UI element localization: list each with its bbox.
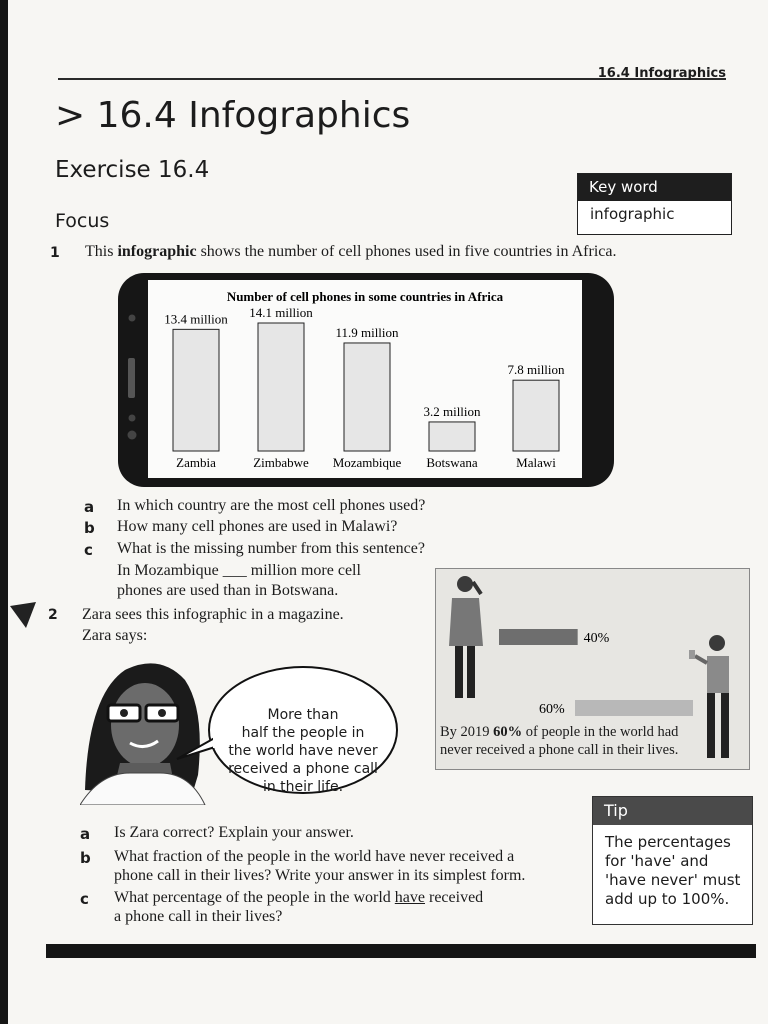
phone-dot-icon	[129, 315, 136, 322]
bar-category-label: Malawi	[516, 455, 556, 470]
q2-part-letter: b	[80, 849, 91, 867]
phone-side-button	[128, 358, 135, 398]
man-on-phone-figure	[449, 576, 483, 698]
speech-line: the world have never	[228, 743, 378, 759]
q1-part-text: How many cell phones are used in Malawi?	[117, 518, 398, 535]
question-1-number: 1	[50, 245, 60, 261]
bar-40-percent	[499, 629, 578, 645]
speech-line: in their life.	[262, 779, 344, 795]
bar-value-label: 7.8 million	[507, 362, 565, 378]
q1-part-text: In which country are the most cell phones used?	[117, 497, 426, 514]
footer-bar	[46, 944, 756, 958]
bar-category-label: Zimbabwe	[253, 455, 309, 470]
tip-body	[593, 825, 752, 909]
bar-botswana	[429, 422, 475, 451]
phone-dot-icon	[129, 415, 136, 422]
challenge-icon	[6, 598, 42, 634]
q1-text-before: This	[85, 243, 118, 260]
q1-text-bold: infographic	[117, 243, 197, 260]
q2-part-letter: a	[80, 825, 91, 843]
q1c-line-2: phones are used than in Botswana.	[117, 582, 339, 599]
tip-box	[592, 796, 753, 925]
question-2-line-1: Zara sees this infographic in a magazine.	[82, 606, 344, 623]
bar-40-label: 40%	[583, 631, 610, 646]
chart-title: Number of cell phones in some countries in Africa	[226, 289, 504, 304]
bar-malawi	[513, 380, 559, 451]
infographic-caption-line-2: never received a phone call in their lives.	[440, 742, 679, 758]
question-2-number: 2	[48, 607, 58, 623]
q2-part-text: a phone call in their lives?	[114, 908, 283, 925]
bar-value-label: 13.4 million	[164, 311, 228, 327]
q1-part-text: What is the missing number from this sentence?	[117, 540, 425, 557]
phone-camera-icon	[128, 431, 137, 440]
q1-part-letter: c	[84, 541, 93, 559]
key-word-box	[577, 173, 732, 235]
tip-line: The percentages	[605, 833, 731, 851]
bar-category-label: Mozambique	[332, 455, 402, 470]
speech-line: More than	[267, 707, 339, 723]
page-edge	[0, 0, 8, 1024]
q1-part-letter: a	[84, 498, 95, 516]
bar-zimbabwe	[258, 323, 304, 451]
caption-text: of people in the world had	[522, 724, 679, 740]
bar-value-label: 3.2 million	[423, 403, 481, 419]
speech-line: received a phone call	[228, 761, 378, 777]
bar-category-label: Botswana	[426, 455, 478, 470]
question-1-text	[85, 243, 616, 261]
q2-part-letter: c	[80, 890, 89, 908]
tip-line: for 'have' and	[605, 852, 709, 870]
q2-part-text: What fraction of the people in the world have never received a	[114, 848, 515, 865]
underlined-have: have	[394, 889, 425, 906]
caption-text: By 2019	[440, 724, 494, 740]
q1-part-letter: b	[84, 519, 95, 537]
man-with-phone-figure	[689, 635, 729, 758]
bar-mozambique	[344, 343, 390, 451]
bar-60-label: 60%	[539, 702, 565, 717]
tip-heading: Tip	[593, 797, 752, 825]
q2-part-text: What percentage of the people in the world have received	[114, 889, 484, 906]
question-2-line-2: Zara says:	[82, 627, 148, 644]
speech-bubble-text	[213, 706, 393, 796]
bar-value-label: 14.1 million	[249, 305, 313, 320]
speech-line: half the people in	[241, 725, 365, 741]
bar-60-percent	[575, 700, 693, 716]
key-word-term: infographic	[590, 205, 675, 223]
caption-bold: 60%	[493, 724, 523, 740]
running-head: 16.4 Infographics	[597, 66, 726, 81]
tip-line: 'have never' must	[605, 871, 741, 889]
page-title: > 16.4 Infographics	[55, 95, 411, 136]
zara-face	[111, 683, 179, 767]
exercise-title: Exercise 16.4	[55, 157, 210, 183]
q1-text-after: shows the number of cell phones used in five countries in Africa.	[196, 243, 617, 260]
key-word-heading: Key word	[578, 174, 731, 201]
phone-bar-chart	[118, 273, 614, 487]
infographic-caption-line-1	[440, 724, 678, 741]
q2-part-text: phone call in their lives? Write your answer in its simplest form.	[114, 867, 526, 884]
bar-value-label: 11.9 million	[335, 324, 399, 340]
bar-zambia	[173, 329, 219, 451]
tip-line: add up to 100%.	[605, 890, 730, 908]
q2-part-text: Is Zara correct? Explain your answer.	[114, 824, 354, 841]
q1c-line-1: In Mozambique ___ million more cell	[117, 562, 361, 579]
focus-heading: Focus	[55, 210, 110, 232]
bar-category-label: Zambia	[176, 455, 216, 470]
